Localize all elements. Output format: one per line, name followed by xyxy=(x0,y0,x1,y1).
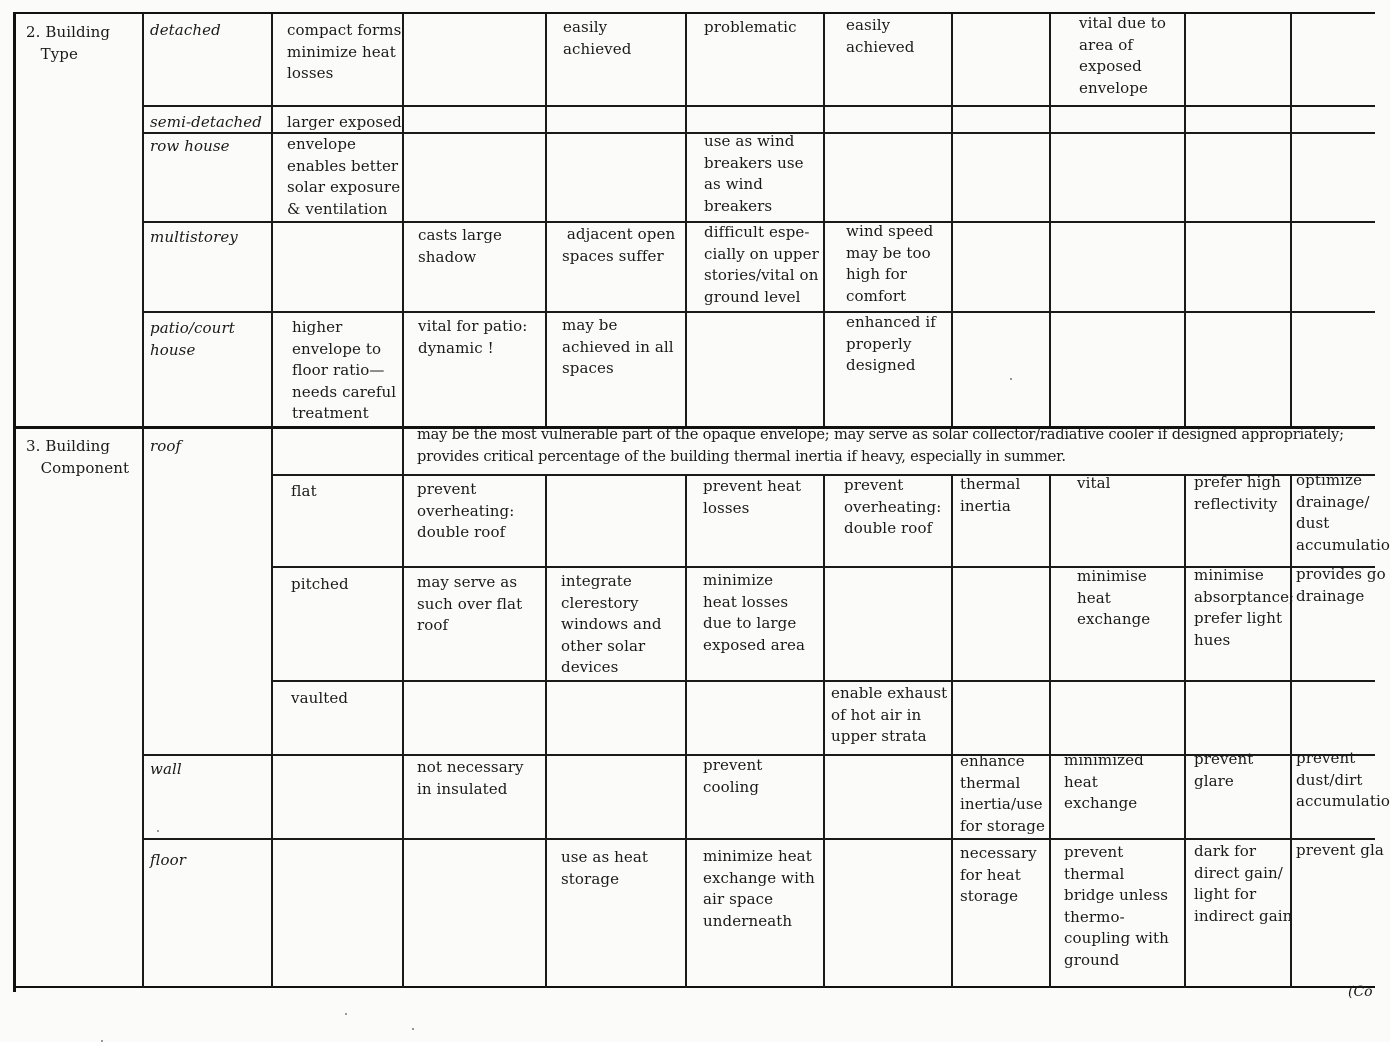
cell: use as wind breakers use as wind breakers xyxy=(704,132,804,215)
scan-speck xyxy=(157,830,159,832)
scan-speck xyxy=(412,1028,414,1030)
row-label-floor: floor xyxy=(150,851,187,869)
cell: prevent overheating: double roof xyxy=(844,476,942,537)
col-line-1 xyxy=(142,14,144,988)
cell: easily achieved xyxy=(563,18,632,58)
col-line-8b xyxy=(1049,476,1051,988)
cell: thermal inertia xyxy=(960,475,1021,515)
table-left-border xyxy=(13,12,16,992)
sub-row-label-vaulted: vaulted xyxy=(291,689,349,707)
row-label-row-house: row house xyxy=(150,137,230,155)
row-label-detached: detached xyxy=(150,21,221,39)
col-line-3 xyxy=(402,14,404,988)
row-label-multistorey: multistorey xyxy=(150,228,238,246)
cell: prevent overheating: double roof xyxy=(417,480,515,541)
col-line-5b xyxy=(685,476,687,988)
cell: casts large shadow xyxy=(418,226,503,266)
col-line-2 xyxy=(271,14,273,988)
cell: may be achieved in all spaces xyxy=(562,316,674,377)
row-label-patio-court-house: patio/court house xyxy=(150,319,235,359)
cell: prevent cooling xyxy=(703,756,763,796)
sub-row-label-pitched: pitched xyxy=(291,575,349,593)
col-line-9b xyxy=(1184,476,1186,988)
cell: compact forms minimize heat losses xyxy=(287,21,402,82)
cell: enable exhaust of hot air in upper strata xyxy=(831,684,948,745)
cell: adjacent open spaces suffer xyxy=(562,225,676,265)
cell: prevent gla xyxy=(1296,841,1384,859)
cell: wind speed may be too high for comfort xyxy=(846,222,934,305)
col-line-6a xyxy=(823,14,825,426)
cell: higher envelope to floor ratio— needs careful treatment xyxy=(292,318,397,422)
cell: prevent dust/dirt accumulatio xyxy=(1296,749,1390,810)
cell: minimise heat exchange xyxy=(1077,567,1151,628)
scan-speck xyxy=(345,1013,347,1015)
row-line-pitched xyxy=(271,680,1375,682)
cell: easily achieved xyxy=(846,16,915,56)
cell: vital xyxy=(1077,474,1111,492)
cell: minimise absorptance; prefer light hues xyxy=(1194,566,1295,649)
section-label: 2. Building Type xyxy=(26,23,111,63)
col-line-6b xyxy=(823,476,825,988)
col-line-7a xyxy=(951,14,953,426)
col-line-4a xyxy=(545,14,547,426)
col-line-5a xyxy=(685,14,687,426)
cell: optimize drainage/ dust accumulatio xyxy=(1296,471,1390,554)
row-label-semi-detached: semi-detached xyxy=(150,113,262,131)
cell: use as heat storage xyxy=(561,848,649,888)
cell: larger exposed xyxy=(287,113,402,131)
col-line-8a xyxy=(1049,14,1051,426)
cell: dark for direct gain/ light for indirect gain xyxy=(1194,842,1293,925)
scan-speck xyxy=(1010,378,1012,380)
continued-marker: (Co xyxy=(1348,984,1373,1000)
cell: difficult espe- cially on upper stories/vital on ground level xyxy=(704,223,819,306)
cell: necessary for heat storage xyxy=(960,844,1037,905)
col-line-10a xyxy=(1290,14,1292,426)
cell: problematic xyxy=(704,18,797,36)
row-label-roof: roof xyxy=(150,437,182,455)
row-line-wall xyxy=(142,838,1375,840)
row-line-detached xyxy=(142,105,1375,107)
cell: prevent thermal bridge unless thermo- coupling with ground xyxy=(1064,843,1169,969)
col-line-4b xyxy=(545,476,547,988)
cell: envelope enables better solar exposure & ventilation xyxy=(287,135,401,218)
cell: prevent glare xyxy=(1194,750,1254,790)
cell: integrate clerestory windows and other solar devices xyxy=(561,572,662,676)
col-line-7b xyxy=(951,476,953,988)
table-bottom-border xyxy=(14,986,1375,988)
cell: may serve as such over flat roof xyxy=(417,573,523,634)
cell: prefer high reflectivity xyxy=(1194,473,1281,513)
cell: enhanced if properly designed xyxy=(846,313,936,374)
cell: provides go drainage xyxy=(1296,565,1386,605)
cell: vital due to area of exposed envelope xyxy=(1079,14,1166,97)
section-label: 3. Building Component xyxy=(26,437,130,477)
roof-note: may be the most vulnerable part of the opaque envelope; may serve as solar collector/radiative cooler if designed appropriately; provides critical percentage of the building thermal inertia if heavy, especially in summer. xyxy=(417,426,1344,465)
cell: minimize heat losses due to large exposed area xyxy=(703,571,806,654)
cell: prevent heat losses xyxy=(703,477,802,517)
row-line-multi xyxy=(142,311,1375,313)
sub-row-label-flat: flat xyxy=(291,482,317,500)
cell: minimized heat exchange xyxy=(1064,751,1144,812)
row-label-wall: wall xyxy=(150,760,182,778)
cell: minimize heat exchange with air space underneath xyxy=(703,847,815,930)
table-top-border xyxy=(14,12,1375,14)
cell: not necessary in insulated xyxy=(417,758,524,798)
cell: enhance thermal inertia/use for storage xyxy=(960,752,1045,835)
cell: vital for patio: dynamic ! xyxy=(418,317,528,357)
col-line-9a xyxy=(1184,14,1186,426)
